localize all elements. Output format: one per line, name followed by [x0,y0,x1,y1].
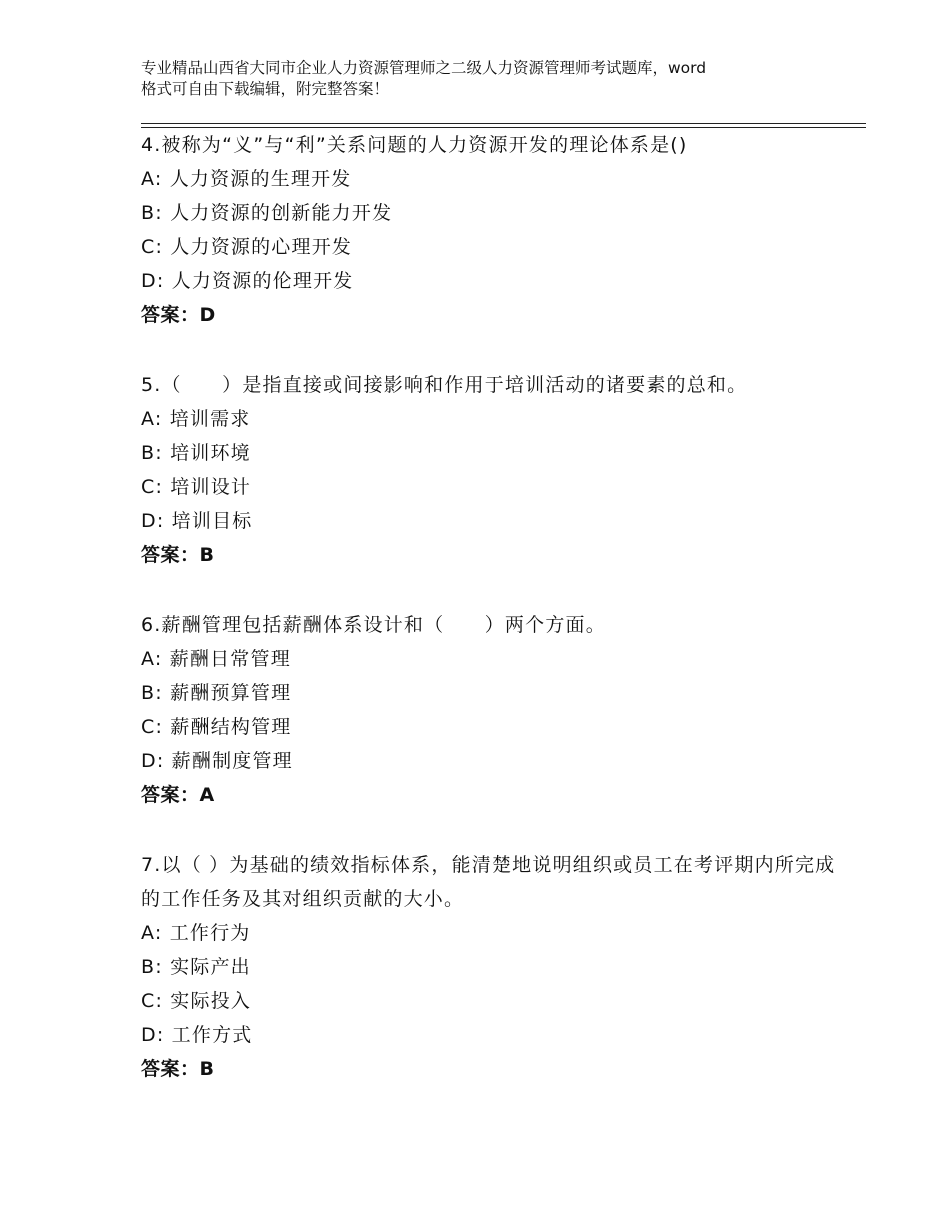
question-text: 7.以（ ）为基础的绩效指标体系，能清楚地说明组织或员工在考评期内所完成的工作任务及其对组织贡献的大小。 [141,854,836,910]
question-4 [141,126,841,332]
option-a: A: 人力资源的生理开发 [141,168,352,190]
question-spacer [141,332,841,366]
option-b: B: 薪酬预算管理 [141,682,292,704]
option-c: C: 实际投入 [141,990,252,1012]
answer-label: 答案：D [141,304,216,326]
question-text: 4.被称为“义”与“利”关系问题的人力资源开发的理论体系是() [141,134,688,156]
option-a: A: 薪酬日常管理 [141,648,291,670]
option-c: C: 薪酬结构管理 [141,716,292,738]
question-text: 5.（ ）是指直接或间接影响和作用于培训活动的诸要素的总和。 [141,374,748,396]
option-d: D: 培训目标 [141,510,253,532]
option-c: C: 培训设计 [141,476,252,498]
answer-label: 答案：B [141,1058,215,1080]
question-text: 6.薪酬管理包括薪酬体系设计和（ ）两个方面。 [141,614,606,636]
answer-label: 答案：A [141,784,215,806]
question-5 [141,366,841,572]
option-b: B: 人力资源的创新能力开发 [141,202,393,224]
option-a: A: 工作行为 [141,922,251,944]
header-line-1: 专业精品山西省大同市企业人力资源管理师之二级人力资源管理师考试题库，word [141,59,707,77]
option-d: D: 薪酬制度管理 [141,750,293,772]
question-6 [141,606,841,812]
question-list [141,126,841,1086]
option-b: B: 实际产出 [141,956,251,978]
document-header [141,58,841,100]
option-d: D: 工作方式 [141,1024,253,1046]
option-c: C: 人力资源的心理开发 [141,236,353,258]
question-7 [141,846,841,1086]
option-b: B: 培训环境 [141,442,251,464]
answer-label: 答案：B [141,544,215,566]
header-divider-top [141,123,866,124]
question-spacer [141,572,841,606]
option-a: A: 培训需求 [141,408,251,430]
header-line-2: 格式可自由下载编辑，附完整答案！ [141,80,390,98]
question-spacer [141,812,841,846]
option-d: D: 人力资源的伦理开发 [141,270,354,292]
